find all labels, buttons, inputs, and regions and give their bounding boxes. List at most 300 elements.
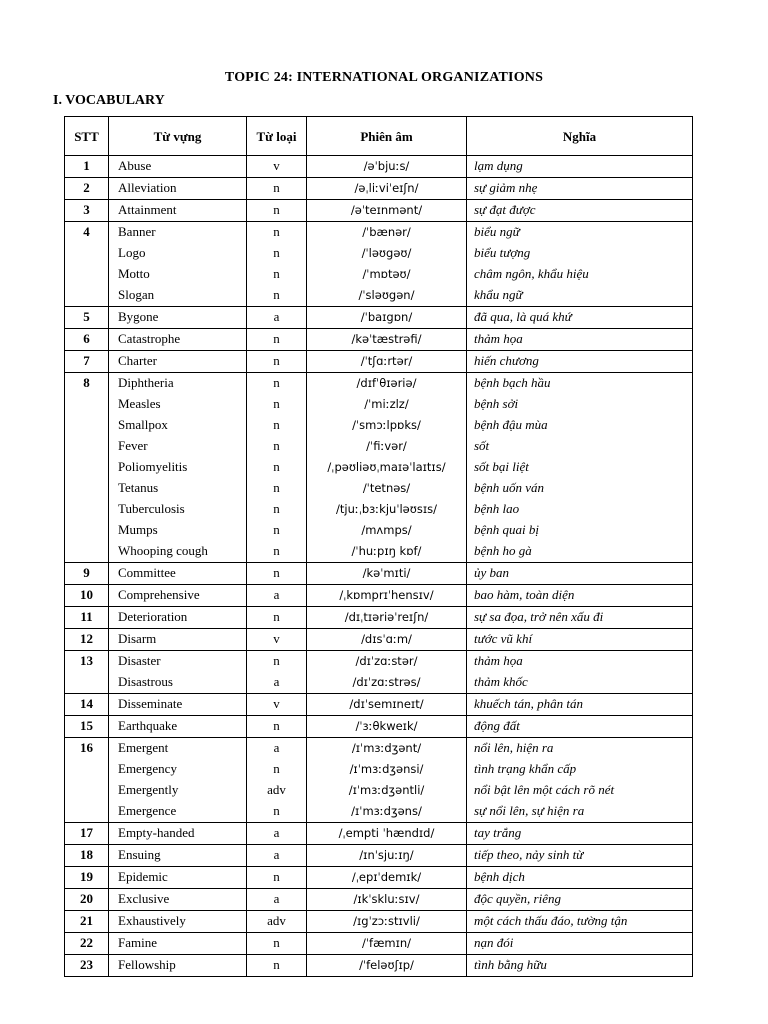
meaning-cell <box>467 178 693 200</box>
phonetic-transcription: /ˈfeləʊʃɪp/ <box>359 958 414 972</box>
table-row <box>65 716 693 738</box>
row-number <box>65 200 109 222</box>
vocab-word: Disseminate <box>118 696 183 711</box>
phonetic-transcription-cell <box>307 585 467 607</box>
row-number-text: 10 <box>80 587 93 602</box>
table-row <box>65 222 693 307</box>
meaning: sốt bại liệt <box>474 459 529 474</box>
vocab-word: Logo <box>118 245 146 260</box>
vocab-word: Mumps <box>118 522 158 537</box>
table-row <box>65 200 693 222</box>
phonetic-transcription-cell <box>307 607 467 629</box>
table-row <box>65 373 693 563</box>
vocab-word-cell <box>109 889 247 911</box>
meaning: nổi bật lên một cách rõ nét <box>474 782 615 797</box>
phonetic-transcription: /ɪgˈzɔːstɪvli/ <box>353 914 420 928</box>
phonetic-transcription: /ˈtetnəs/ <box>362 481 411 495</box>
part-of-speech: n <box>273 609 280 624</box>
row-number-text: 18 <box>80 847 93 862</box>
meaning: bệnh bạch hầu <box>474 375 551 390</box>
vocab-word: Poliomyelitis <box>118 459 188 474</box>
row-number <box>65 955 109 977</box>
table-row <box>65 738 693 823</box>
row-number <box>65 867 109 889</box>
phonetic-transcription: /ˌpəʊliəʊˌmaɪəˈlaɪtɪs/ <box>327 460 446 474</box>
header-ipa: Phiên âm <box>307 117 467 156</box>
table-row <box>65 694 693 716</box>
phonetic-transcription-cell <box>307 694 467 716</box>
vocab-word-cell <box>109 823 247 845</box>
part-of-speech-cell <box>247 716 307 738</box>
table-row <box>65 955 693 977</box>
vocab-word: Charter <box>118 353 157 368</box>
part-of-speech-cell <box>247 629 307 651</box>
table-row <box>65 307 693 329</box>
part-of-speech-cell <box>247 933 307 955</box>
phonetic-transcription: /dɪˈzɑːstər/ <box>355 654 418 668</box>
row-number-text: 20 <box>80 891 93 906</box>
vocab-word-cell <box>109 351 247 373</box>
vocab-word-cell <box>109 651 247 694</box>
part-of-speech: a <box>273 674 280 689</box>
phonetic-transcription-cell <box>307 629 467 651</box>
phonetic-transcription-cell <box>307 867 467 889</box>
meaning: tay trắng <box>474 825 522 840</box>
part-of-speech: a <box>273 309 280 324</box>
row-number-text: 12 <box>80 631 93 646</box>
phonetic-transcription-cell <box>307 351 467 373</box>
meaning: bệnh uốn ván <box>474 480 545 495</box>
table-row <box>65 845 693 867</box>
vocabulary-table <box>64 116 693 977</box>
row-number <box>65 716 109 738</box>
vocab-word-cell <box>109 563 247 585</box>
phonetic-transcription: /kəˈtæstrəfi/ <box>351 332 422 346</box>
phonetic-transcription: /ˈbænər/ <box>362 225 411 239</box>
row-number <box>65 222 109 307</box>
meaning: khẩu ngữ <box>474 287 523 302</box>
vocab-word-cell <box>109 178 247 200</box>
part-of-speech: n <box>273 543 280 558</box>
meaning-cell <box>467 607 693 629</box>
phonetic-transcription: /ɪˈmɜːdʒənsi/ <box>349 762 424 776</box>
row-number <box>65 933 109 955</box>
phonetic-transcription-cell <box>307 738 467 823</box>
part-of-speech: v <box>273 631 280 646</box>
phonetic-transcription: /ˈbaɪgɒn/ <box>360 310 413 324</box>
row-number <box>65 694 109 716</box>
vocab-word-cell <box>109 585 247 607</box>
row-number-text: 13 <box>80 653 93 668</box>
vocab-word-cell <box>109 955 247 977</box>
header-word: Từ vựng <box>109 117 247 156</box>
vocab-word: Comprehensive <box>118 587 200 602</box>
part-of-speech: n <box>273 869 280 884</box>
row-number-text: 4 <box>83 224 90 239</box>
row-number <box>65 607 109 629</box>
meaning-cell <box>467 629 693 651</box>
meaning: khuếch tán, phân tán <box>474 696 584 711</box>
vocab-word-cell <box>109 716 247 738</box>
meaning: châm ngôn, khẩu hiệu <box>474 266 589 281</box>
meaning: lạm dụng <box>474 158 523 173</box>
part-of-speech-cell <box>247 351 307 373</box>
phonetic-transcription-cell <box>307 307 467 329</box>
part-of-speech: n <box>273 287 280 302</box>
meaning: thảm họa <box>474 331 523 346</box>
part-of-speech-cell <box>247 845 307 867</box>
part-of-speech: n <box>273 375 280 390</box>
table-header-row <box>65 117 693 156</box>
meaning-cell <box>467 563 693 585</box>
part-of-speech-cell <box>247 200 307 222</box>
vocab-word: Bygone <box>118 309 159 324</box>
part-of-speech: adv <box>267 782 286 797</box>
meaning: bệnh đậu mùa <box>474 417 548 432</box>
vocab-word: Committee <box>118 565 176 580</box>
row-number-text: 8 <box>83 375 90 390</box>
phonetic-transcription: /dɪsˈɑːm/ <box>361 632 412 646</box>
vocab-word: Disarm <box>118 631 157 646</box>
vocab-word: Fellowship <box>118 957 176 972</box>
phonetic-transcription: /mʌmps/ <box>361 523 412 537</box>
meaning-cell <box>467 823 693 845</box>
row-number-text: 7 <box>83 353 90 368</box>
part-of-speech: n <box>273 331 280 346</box>
vocab-word: Smallpox <box>118 417 168 432</box>
table-row <box>65 933 693 955</box>
row-number <box>65 823 109 845</box>
part-of-speech: n <box>273 266 280 281</box>
part-of-speech: n <box>273 438 280 453</box>
meaning: bệnh sởi <box>474 396 519 411</box>
vocab-word-cell <box>109 911 247 933</box>
phonetic-transcription-cell <box>307 911 467 933</box>
phonetic-transcription: /tjuːˌbɜːkjuˈləʊsɪs/ <box>335 502 437 516</box>
vocab-word: Slogan <box>118 287 155 302</box>
meaning-cell <box>467 845 693 867</box>
phonetic-transcription: /ɪˈmɜːdʒəns/ <box>351 804 422 818</box>
row-number <box>65 585 109 607</box>
part-of-speech: n <box>273 353 280 368</box>
part-of-speech: n <box>273 417 280 432</box>
part-of-speech: n <box>273 957 280 972</box>
vocab-word: Exhaustively <box>118 913 186 928</box>
row-number-text: 16 <box>80 740 93 755</box>
row-number-text: 15 <box>80 718 93 733</box>
vocab-word: Catastrophe <box>118 331 181 346</box>
meaning: tiếp theo, nảy sinh từ <box>474 847 584 862</box>
meaning: biểu tượng <box>474 245 531 260</box>
row-number <box>65 845 109 867</box>
meaning: bệnh dịch <box>474 869 525 884</box>
phonetic-transcription-cell <box>307 955 467 977</box>
meaning-cell <box>467 889 693 911</box>
vocab-word: Alleviation <box>118 180 177 195</box>
row-number <box>65 178 109 200</box>
row-number-text: 1 <box>83 158 90 173</box>
row-number-text: 9 <box>83 565 90 580</box>
row-number <box>65 563 109 585</box>
table-row <box>65 329 693 351</box>
meaning: sự sa đọa, trở nên xấu đi <box>474 609 604 624</box>
phonetic-transcription-cell <box>307 823 467 845</box>
meaning: sự nổi lên, sự hiện ra <box>474 803 585 818</box>
meaning-cell <box>467 307 693 329</box>
table-row <box>65 607 693 629</box>
part-of-speech-cell <box>247 563 307 585</box>
row-number <box>65 329 109 351</box>
meaning-cell <box>467 694 693 716</box>
phonetic-transcription-cell <box>307 200 467 222</box>
phonetic-transcription-cell <box>307 156 467 178</box>
vocab-word: Famine <box>118 935 157 950</box>
meaning: tình bằng hữu <box>474 957 547 972</box>
table-row <box>65 651 693 694</box>
meaning: tước vũ khí <box>474 631 533 646</box>
row-number <box>65 738 109 823</box>
vocab-word: Emergency <box>118 761 177 776</box>
phonetic-transcription: /kəˈmɪti/ <box>362 566 411 580</box>
part-of-speech-cell <box>247 955 307 977</box>
part-of-speech: n <box>273 202 280 217</box>
vocab-word-cell <box>109 867 247 889</box>
vocab-word-cell <box>109 307 247 329</box>
vocab-word-cell <box>109 329 247 351</box>
part-of-speech: n <box>273 224 280 239</box>
vocab-word-cell <box>109 222 247 307</box>
phonetic-transcription: /ɪˈmɜːdʒənt/ <box>351 741 422 755</box>
part-of-speech: v <box>273 158 280 173</box>
table-row <box>65 889 693 911</box>
vocab-word: Measles <box>118 396 161 411</box>
row-number-text: 6 <box>83 331 90 346</box>
vocab-word: Earthquake <box>118 718 178 733</box>
meaning: bao hàm, toàn diện <box>474 587 575 602</box>
header-stt: STT <box>65 117 109 156</box>
part-of-speech-cell <box>247 373 307 563</box>
vocab-word-cell <box>109 629 247 651</box>
phonetic-transcription-cell <box>307 651 467 694</box>
row-number-text: 3 <box>83 202 90 217</box>
meaning-cell <box>467 373 693 563</box>
vocab-word: Fever <box>118 438 148 453</box>
phonetic-transcription: /əˌliːviˈeɪʃn/ <box>354 181 419 195</box>
row-number <box>65 373 109 563</box>
vocab-word-cell <box>109 200 247 222</box>
vocab-word-cell <box>109 738 247 823</box>
part-of-speech: n <box>273 935 280 950</box>
vocab-word-cell <box>109 694 247 716</box>
phonetic-transcription-cell <box>307 222 467 307</box>
part-of-speech-cell <box>247 867 307 889</box>
meaning-cell <box>467 933 693 955</box>
meaning-cell <box>467 911 693 933</box>
meaning: một cách thấu đáo, tường tận <box>474 913 628 928</box>
row-number-text: 23 <box>80 957 93 972</box>
meaning: tình trạng khẩn cấp <box>474 761 577 776</box>
part-of-speech: a <box>273 891 280 906</box>
part-of-speech: a <box>273 587 280 602</box>
meaning: sự đạt được <box>474 202 536 217</box>
vocab-word: Emergent <box>118 740 169 755</box>
phonetic-transcription: /ˈɜːθkweɪk/ <box>355 719 418 733</box>
row-number-text: 17 <box>80 825 93 840</box>
meaning: độc quyền, riêng <box>474 891 562 906</box>
row-number <box>65 351 109 373</box>
section-heading: I. VOCABULARY <box>53 93 165 108</box>
row-number-text: 11 <box>80 609 93 624</box>
part-of-speech-cell <box>247 585 307 607</box>
part-of-speech: n <box>273 565 280 580</box>
part-of-speech: a <box>273 740 280 755</box>
meaning: thảm họa <box>474 653 523 668</box>
meaning-cell <box>467 955 693 977</box>
part-of-speech: adv <box>267 913 286 928</box>
row-number <box>65 307 109 329</box>
phonetic-transcription: /ɪnˈsjuːɪŋ/ <box>359 848 414 862</box>
meaning: động đất <box>474 718 520 733</box>
table-body <box>65 156 693 977</box>
meaning-cell <box>467 716 693 738</box>
phonetic-transcription-cell <box>307 933 467 955</box>
phonetic-transcription-cell <box>307 563 467 585</box>
vocab-word: Disaster <box>118 653 161 668</box>
meaning: bệnh lao <box>474 501 520 516</box>
phonetic-transcription-cell <box>307 373 467 563</box>
phonetic-transcription-cell <box>307 716 467 738</box>
meaning-cell <box>467 329 693 351</box>
phonetic-transcription: /ˈsləʊgən/ <box>358 288 415 302</box>
part-of-speech-cell <box>247 823 307 845</box>
part-of-speech-cell <box>247 222 307 307</box>
row-number-text: 22 <box>80 935 93 950</box>
row-number-text: 2 <box>83 180 90 195</box>
vocab-word: Abuse <box>118 158 152 173</box>
vocab-word: Motto <box>118 266 150 281</box>
vocab-word: Deterioration <box>118 609 188 624</box>
part-of-speech-cell <box>247 651 307 694</box>
meaning: bệnh ho gà <box>474 543 532 558</box>
vocab-word: Tuberculosis <box>118 501 185 516</box>
row-number <box>65 156 109 178</box>
row-number-text: 19 <box>80 869 93 884</box>
vocab-word: Whooping cough <box>118 543 208 558</box>
meaning-cell <box>467 585 693 607</box>
vocab-word-cell <box>109 156 247 178</box>
meaning-cell <box>467 651 693 694</box>
table-row <box>65 351 693 373</box>
part-of-speech: n <box>273 480 280 495</box>
row-number <box>65 651 109 694</box>
row-number <box>65 629 109 651</box>
part-of-speech-cell <box>247 178 307 200</box>
row-number-text: 14 <box>80 696 93 711</box>
table-row <box>65 867 693 889</box>
vocab-word: Banner <box>118 224 156 239</box>
part-of-speech: n <box>273 245 280 260</box>
meaning: thảm khốc <box>474 674 528 689</box>
part-of-speech: v <box>273 696 280 711</box>
part-of-speech: n <box>273 653 280 668</box>
header-meaning: Nghĩa <box>467 117 693 156</box>
phonetic-transcription-cell <box>307 889 467 911</box>
vocab-word-cell <box>109 373 247 563</box>
phonetic-transcription: /ˈhuːpɪŋ kɒf/ <box>351 544 422 558</box>
vocab-word: Empty-handed <box>118 825 195 840</box>
table-row <box>65 911 693 933</box>
vocab-word: Attainment <box>118 202 177 217</box>
phonetic-transcription-cell <box>307 178 467 200</box>
part-of-speech-cell <box>247 307 307 329</box>
phonetic-transcription: /dɪfˈθɪəriə/ <box>356 376 417 390</box>
part-of-speech: n <box>273 803 280 818</box>
phonetic-transcription: /ˌepɪˈdemɪk/ <box>351 870 422 884</box>
part-of-speech-cell <box>247 738 307 823</box>
phonetic-transcription: /ɪkˈskluːsɪv/ <box>353 892 420 906</box>
phonetic-transcription-cell <box>307 845 467 867</box>
part-of-speech-cell <box>247 889 307 911</box>
table-row <box>65 178 693 200</box>
phonetic-transcription: /ˈmiːzlz/ <box>364 397 409 411</box>
header-pos: Từ loại <box>247 117 307 156</box>
phonetic-transcription: /əˈteɪnmənt/ <box>350 203 423 217</box>
part-of-speech: n <box>273 522 280 537</box>
vocab-word: Ensuing <box>118 847 161 862</box>
phonetic-transcription: /əˈbjuːs/ <box>363 159 410 173</box>
meaning: nạn đói <box>474 935 514 950</box>
part-of-speech: n <box>273 761 280 776</box>
table-row <box>65 629 693 651</box>
phonetic-transcription: /dɪˌtɪəriəˈreɪʃn/ <box>344 610 429 624</box>
phonetic-transcription: /dɪˈsemɪneɪt/ <box>349 697 424 711</box>
phonetic-transcription-cell <box>307 329 467 351</box>
vocab-word: Exclusive <box>118 891 170 906</box>
meaning: đã qua, là quá khứ <box>474 309 572 324</box>
phonetic-transcription: /ɪˈmɜːdʒəntli/ <box>348 783 425 797</box>
part-of-speech: a <box>273 825 280 840</box>
phonetic-transcription: /ˈləʊgəʊ/ <box>361 246 412 260</box>
meaning: sốt <box>474 438 490 453</box>
vocab-word-cell <box>109 845 247 867</box>
table-row <box>65 823 693 845</box>
meaning: ủy ban <box>474 565 510 580</box>
vocab-word-cell <box>109 607 247 629</box>
phonetic-transcription: /ˈmɒtəʊ/ <box>362 267 411 281</box>
vocab-word: Disastrous <box>118 674 173 689</box>
phonetic-transcription: /ˌkɒmprɪˈhensɪv/ <box>339 588 434 602</box>
meaning-cell <box>467 222 693 307</box>
meaning: nổi lên, hiện ra <box>474 740 554 755</box>
phonetic-transcription: /ˈtʃɑːrtər/ <box>360 354 413 368</box>
part-of-speech: n <box>273 459 280 474</box>
vocab-word: Tetanus <box>118 480 159 495</box>
meaning-cell <box>467 200 693 222</box>
phonetic-transcription: /ˌempti ˈhændɪd/ <box>338 826 435 840</box>
meaning-cell <box>467 867 693 889</box>
table-row <box>65 585 693 607</box>
phonetic-transcription: /dɪˈzɑːstrəs/ <box>352 675 421 689</box>
row-number <box>65 889 109 911</box>
vocab-word: Epidemic <box>118 869 168 884</box>
part-of-speech: n <box>273 180 280 195</box>
meaning: biểu ngữ <box>474 224 520 239</box>
phonetic-transcription: /ˈsmɔːlpɒks/ <box>352 418 421 432</box>
part-of-speech-cell <box>247 329 307 351</box>
part-of-speech-cell <box>247 694 307 716</box>
part-of-speech: a <box>273 847 280 862</box>
meaning: bệnh quai bị <box>474 522 539 537</box>
